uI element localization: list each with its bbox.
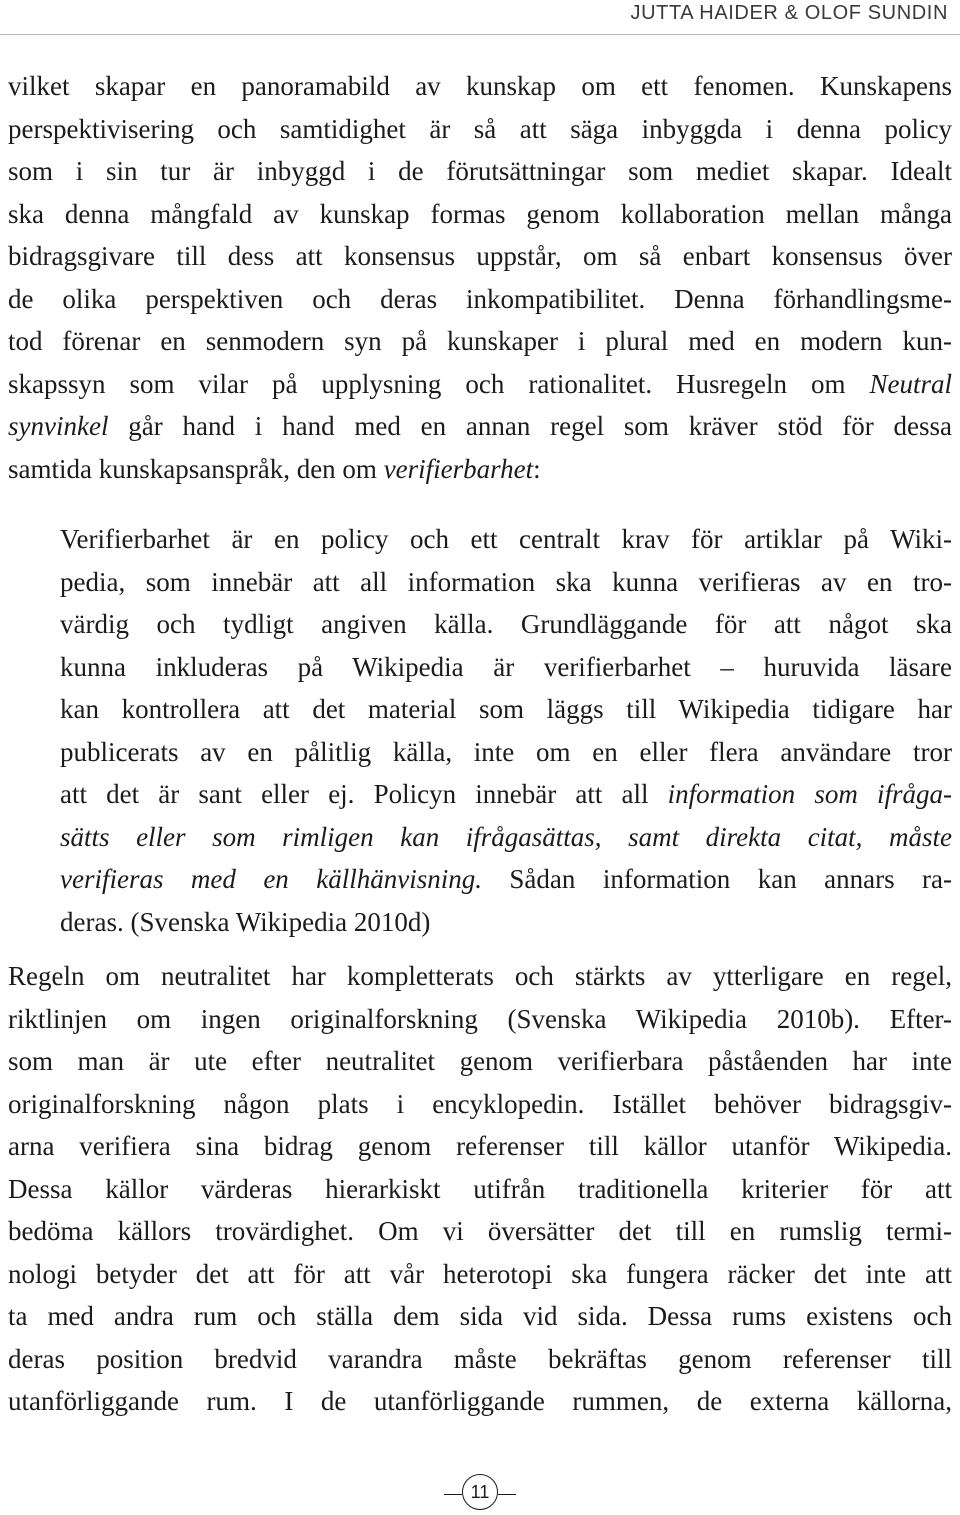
italic-term: synvinkel <box>8 411 109 441</box>
text-run: går hand i hand med en annan regel som kräver stöd för dessa <box>128 411 953 441</box>
block-quote <box>60 518 952 943</box>
text-line: bedöma källors trovärdighet. Om vi översätter det till en rumslig termi- <box>8 1216 952 1246</box>
page-number-rule-right <box>498 1494 516 1495</box>
quote-line: pedia, som innebär att all information ska kunna verifieras av en tro- <box>60 566 952 597</box>
text-line <box>8 363 952 406</box>
text-line: Regeln om neutralitet har kompletterats och stärkts av ytterligare en regel, <box>8 961 952 991</box>
text-line <box>8 405 952 448</box>
quote-line: värdig och tydligt angiven källa. Grundläggande för att något ska <box>60 609 952 639</box>
text-run: skapssyn som vilar på upplysning och rationalitet. Husregeln om <box>8 368 846 399</box>
quote-line: Verifierbarhet är en policy och ett centralt krav för artiklar på Wiki- <box>60 524 952 554</box>
quote-line <box>60 816 952 859</box>
text-line: som i sin tur är inbyggd i de förutsättningar som mediet skapar. Idealt <box>8 156 952 186</box>
text-line: som man är ute efter neutralitet genom verifierbara påståenden har inte <box>8 1046 952 1076</box>
page-number-rule-left <box>444 1494 462 1495</box>
text-line: riktlinjen om ingen originalforskning (Svenska Wikipedia 2010b). Efter- <box>8 1003 952 1034</box>
text-line: ta med andra rum och ställa dem sida vid sida. Dessa rums existens och <box>8 1301 952 1331</box>
text-line: arna verifiera sina bidrag genom referenser till källor utanför Wikipedia. <box>8 1131 952 1161</box>
text-line: ska denna mångfald av kunskap formas genom kollaboration mellan många <box>8 198 952 229</box>
text-run: : <box>533 453 541 484</box>
page-number <box>430 1474 530 1514</box>
page-number-value: 11 <box>470 1482 490 1502</box>
italic-run: information som ifråga- <box>667 779 953 809</box>
text-line: deras position bredvid varandra måste bekräftas genom referenser till <box>8 1343 952 1374</box>
text-line: perspektivisering och samtidighet är så att säga inbyggda i denna policy <box>8 113 952 144</box>
italic-term: Neutral <box>869 368 953 399</box>
text-line <box>8 448 952 491</box>
paragraph-1 <box>8 65 952 490</box>
text-line: vilket skapar en panoramabild av kunskap om ett fenomen. Kunskapens <box>8 71 952 101</box>
italic-run: verifieras med en källhänvisning. <box>60 864 482 894</box>
quote-line <box>60 858 952 901</box>
text-line: Dessa källor värderas hierarkiskt utifrån traditionella kriterier för att <box>8 1173 952 1204</box>
text-line: originalforskning någon plats i encyklopedin. Istället behöver bidragsgiv- <box>8 1088 952 1119</box>
text-run: Sådan information kan annars ra- <box>509 864 952 894</box>
paragraph-2 <box>8 955 952 1423</box>
text-run: att det är sant eller ej. Policyn innebär att all <box>60 779 649 809</box>
text-run: samtida kunskapsanspråk, den om <box>8 453 377 484</box>
quote-line: publicerats av en pålitlig källa, inte om en eller flera användare tror <box>60 736 952 767</box>
running-title: JUTTA HAIDER & OLOF SUNDIN <box>630 2 948 24</box>
quote-line: kunna inkluderas på Wikipedia är verifierbarhet – huruvida läsare <box>60 651 952 682</box>
italic-run: sätts eller som rimligen kan ifrågasättas, samt direkta citat, måste <box>60 821 952 852</box>
text-line: tod förenar en senmodern syn på kunskaper i plural med en modern kun- <box>8 326 952 356</box>
text-line: utanförliggande rum. I de utanförliggande rummen, de externa källorna, <box>8 1386 952 1416</box>
quote-line: kan kontrollera att det material som läggs till Wikipedia tidigare har <box>60 694 952 724</box>
quote-line <box>60 773 952 816</box>
quote-line: deras. (Svenska Wikipedia 2010d) <box>60 906 431 937</box>
text-line: de olika perspektiven och deras inkompatibilitet. Denna förhandlingsme- <box>8 283 952 314</box>
italic-term: verifierbarhet <box>383 453 534 484</box>
text-line: nologi betyder det att för att vår heterotopi ska fungera räcker det inte att <box>8 1258 952 1289</box>
running-header <box>0 0 960 35</box>
text-line: bidragsgivare till dess att konsensus uppstår, om så enbart konsensus över <box>8 241 952 271</box>
